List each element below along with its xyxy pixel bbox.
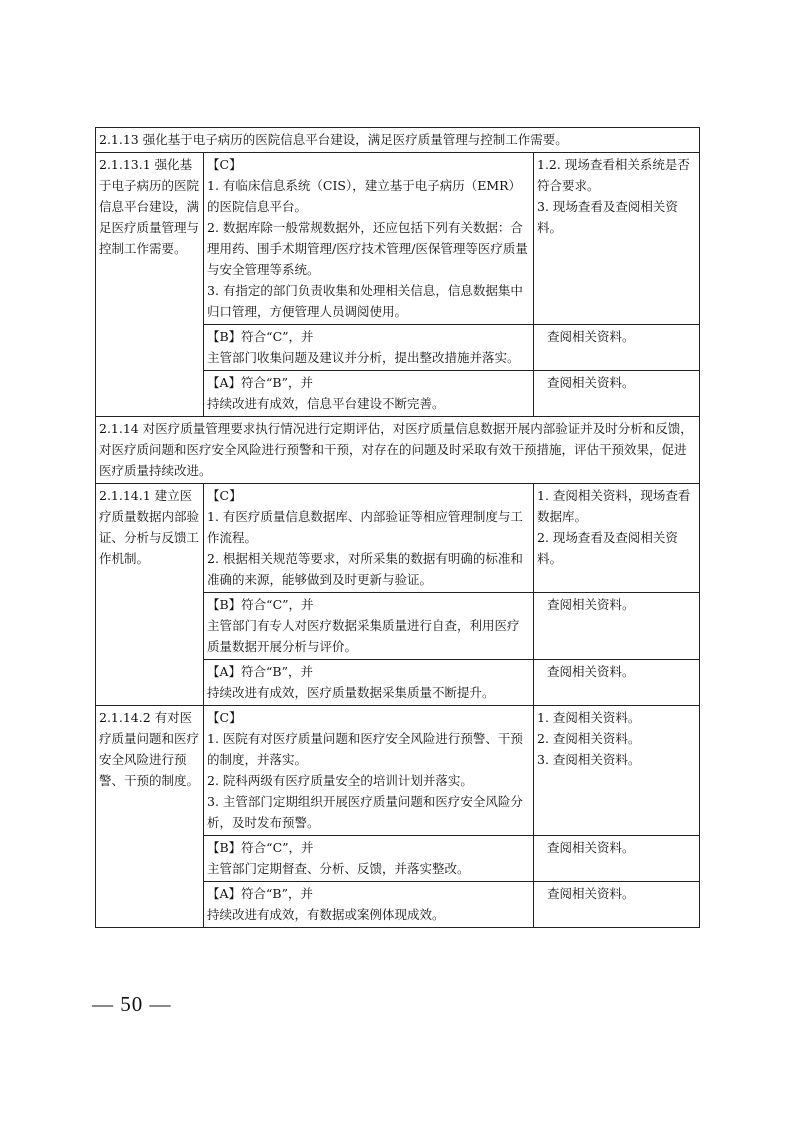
method-cell (534, 325, 700, 371)
grade-line: 持续改进有成效，有数据或案例体现成效。 (207, 907, 445, 922)
section-row (96, 417, 700, 484)
grade-line: 1. 有医疗质量信息数据库、内部验证等相应管理制度与工作流程。 (207, 509, 523, 545)
grade-c-cell (204, 706, 534, 836)
grade-line: 主管部门有专人对医疗数据采集质量进行自查，利用医疗质量数据开展分析与评价。 (207, 618, 520, 654)
grade-row-c (96, 706, 700, 836)
grade-b-cell (204, 836, 534, 882)
grade-row-c (96, 153, 700, 325)
grade-line: 1. 医院有对医疗质量问题和医疗安全风险进行预警、干预的制度，并落实。 (207, 731, 523, 767)
method-cell (534, 484, 700, 593)
grade-label: 【A】符合“B”，并 (207, 886, 313, 901)
grade-line: 持续改进有成效，医疗质量数据采集质量不断提升。 (207, 685, 495, 700)
grade-label: 【B】符合“C”，并 (207, 597, 314, 612)
grade-a-cell (204, 660, 534, 706)
grade-label: 【A】符合“B”，并 (207, 375, 313, 390)
grade-label: 【C】 (207, 488, 242, 503)
section-row (96, 128, 700, 153)
method-line: 2. 查阅相关资料。 (537, 731, 641, 746)
grade-c-cell (204, 484, 534, 593)
method-cell (534, 706, 700, 836)
method-line: 2. 现场查看及查阅相关资料。 (537, 530, 678, 566)
method-line: 1.2. 现场查看相关系统是否符合要求。 (537, 157, 690, 193)
grade-a-cell (204, 882, 534, 928)
grade-c-cell (204, 153, 534, 325)
grade-line: 2. 根据相关规范等要求，对所采集的数据有明确的标准和准确的来源，能够做到及时更新与验证。 (207, 551, 523, 587)
grade-line: 主管部门收集问题及建议并分析，提出整改措施并落实。 (207, 350, 520, 365)
method-line: 3. 查阅相关资料。 (537, 752, 641, 767)
method-line: 查阅相关资料。 (547, 886, 635, 901)
grade-label: 【B】符合“C”，并 (207, 329, 314, 344)
grade-line: 3. 有指定的部门负责收集和处理相关信息，信息数据集中归口管理，方便管理人员调阅使用。 (207, 283, 523, 319)
grade-b-cell (204, 593, 534, 660)
method-cell (534, 371, 700, 417)
grade-label: 【A】符合“B”，并 (207, 664, 313, 679)
method-cell (534, 882, 700, 928)
method-line: 1. 查阅相关资料，现场查看数据库。 (537, 488, 691, 524)
method-line: 查阅相关资料。 (547, 664, 635, 679)
method-cell (534, 593, 700, 660)
method-line: 查阅相关资料。 (547, 597, 635, 612)
grade-line: 2. 院科两级有医疗质量安全的培训计划并落实。 (207, 773, 473, 788)
grade-line: 持续改进有成效，信息平台建设不断完善。 (207, 396, 445, 411)
item-name: 2.1.14.2 有对医疗质量问题和医疗安全风险进行预警、干预的制度。 (96, 706, 204, 928)
section-title: 2.1.14 对医疗质量管理要求执行情况进行定期评估，对医疗质量信息数据开展内部验证并及时分析和反馈，对医疗质问题和医疗安全风险进行预警和干预，对存在的问题及时采取有效干预措施，评估干预效果，促进医疗质量持续改进。 (96, 417, 700, 484)
method-line: 查阅相关资料。 (547, 329, 635, 344)
method-cell (534, 153, 700, 325)
method-line: 查阅相关资料。 (547, 840, 635, 855)
grade-label: 【C】 (207, 157, 242, 172)
method-line: 3. 现场查看及查阅相关资料。 (537, 199, 678, 235)
item-name: 2.1.14.1 建立医疗质量数据内部验证、分析与反馈工作机制。 (96, 484, 204, 706)
grade-b-cell (204, 325, 534, 371)
item-name: 2.1.13.1 强化基于电子病历的医院信息平台建设，满足医疗质量管理与控制工作需要。 (96, 153, 204, 417)
standards-table (95, 127, 700, 928)
grade-line: 主管部门定期督查、分析、反馈，并落实整改。 (207, 861, 470, 876)
method-cell (534, 660, 700, 706)
grade-line: 3. 主管部门定期组织开展医疗质量问题和医疗安全风险分析，及时发布预警。 (207, 794, 523, 830)
grade-line: 2. 数据库除一般常规数据外，还应包括下列有关数据：合理用药、围手术期管理/医疗技术管理/医保管理等医疗质量与安全管理等系统。 (207, 220, 528, 277)
method-line: 查阅相关资料。 (547, 375, 635, 390)
grade-label: 【B】符合“C”，并 (207, 840, 314, 855)
grade-label: 【C】 (207, 710, 242, 725)
grade-a-cell (204, 371, 534, 417)
grade-line: 1. 有临床信息系统（CIS），建立基于电子病历（EMR）的医院信息平台。 (207, 178, 522, 214)
method-cell (534, 836, 700, 882)
method-line: 1. 查阅相关资料。 (537, 710, 641, 725)
grade-row-c (96, 484, 700, 593)
section-title: 2.1.13 强化基于电子病历的医院信息平台建设，满足医疗质量管理与控制工作需要。 (96, 128, 700, 153)
page-number: — 50 — (92, 992, 172, 1016)
